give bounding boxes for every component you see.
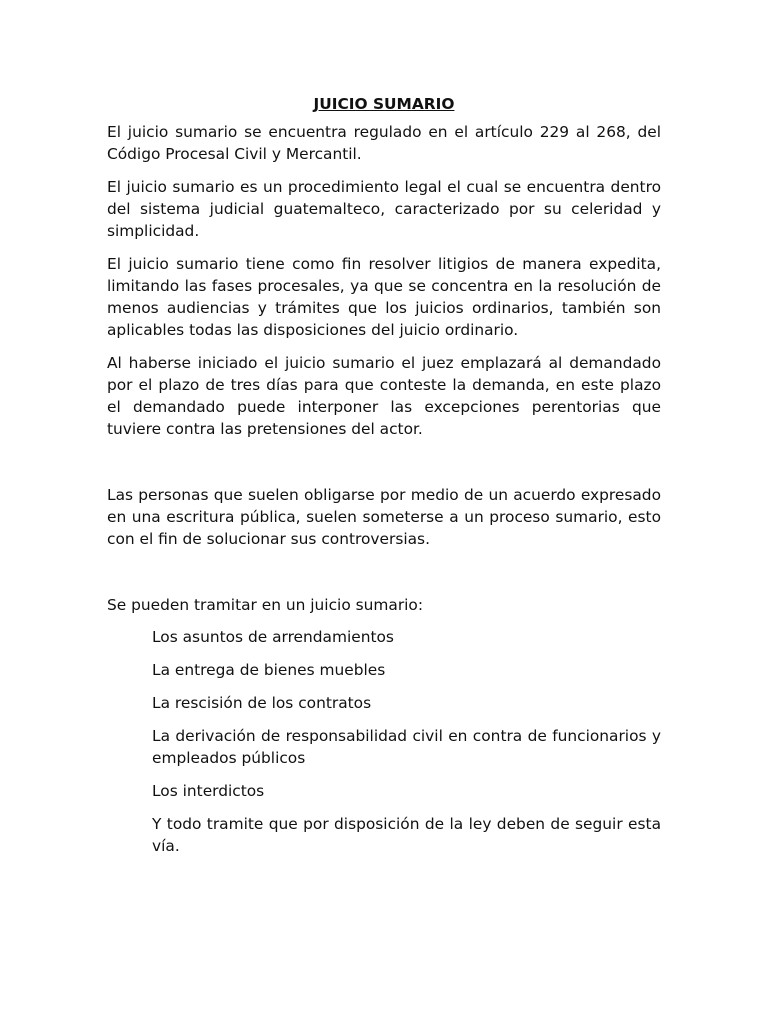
list-item: Los asuntos de arrendamientos (152, 628, 394, 646)
list-item: Y todo tramite que por disposición de la ley deben de seguir esta vía. (152, 815, 661, 855)
list-item: La derivación de responsabilidad civil en contra de funcionarios y empleados públicos (152, 727, 661, 767)
document-title: JUICIO SUMARIO (313, 95, 455, 113)
paragraph-regulation: El juicio sumario se encuentra regulado en el artículo 229 al 268, del Código Procesal Civil y Mercantil. (107, 123, 661, 163)
list-item: Los interdictos (152, 782, 265, 800)
list-item: La rescisión de los contratos (152, 694, 372, 712)
paragraph-purpose: El juicio sumario tiene como fin resolver litigios de manera expedita, limitando las fases procesales, ya que se concentra en la resolución de menos audiencias y trámites que los juicios ordinarios, también son aplicables todas las disposiciones del juicio ordinario. (107, 255, 661, 339)
list-intro: Se pueden tramitar en un juicio sumario: (107, 596, 424, 614)
paragraph-definition: El juicio sumario es un procedimiento legal el cual se encuentra dentro del sistema judicial guatemalteco, caracterizado por su celeridad y simplicidad. (107, 178, 661, 240)
matters-list (107, 626, 661, 857)
paragraph-public-deed: Las personas que suelen obligarse por medio de un acuerdo expresado en una escritura pública, suelen someterse a un proceso sumario, esto con el fin de solucionar sus controversias. (107, 486, 661, 548)
document-body (107, 93, 661, 868)
paragraph-summons: Al haberse iniciado el juicio sumario el juez emplazará al demandado por el plazo de tres días para que conteste la demanda, en este plazo el demandado puede interponer las excepciones perentorias que tuviere contra las pretensiones del actor. (107, 354, 661, 438)
list-item: La entrega de bienes muebles (152, 661, 386, 679)
